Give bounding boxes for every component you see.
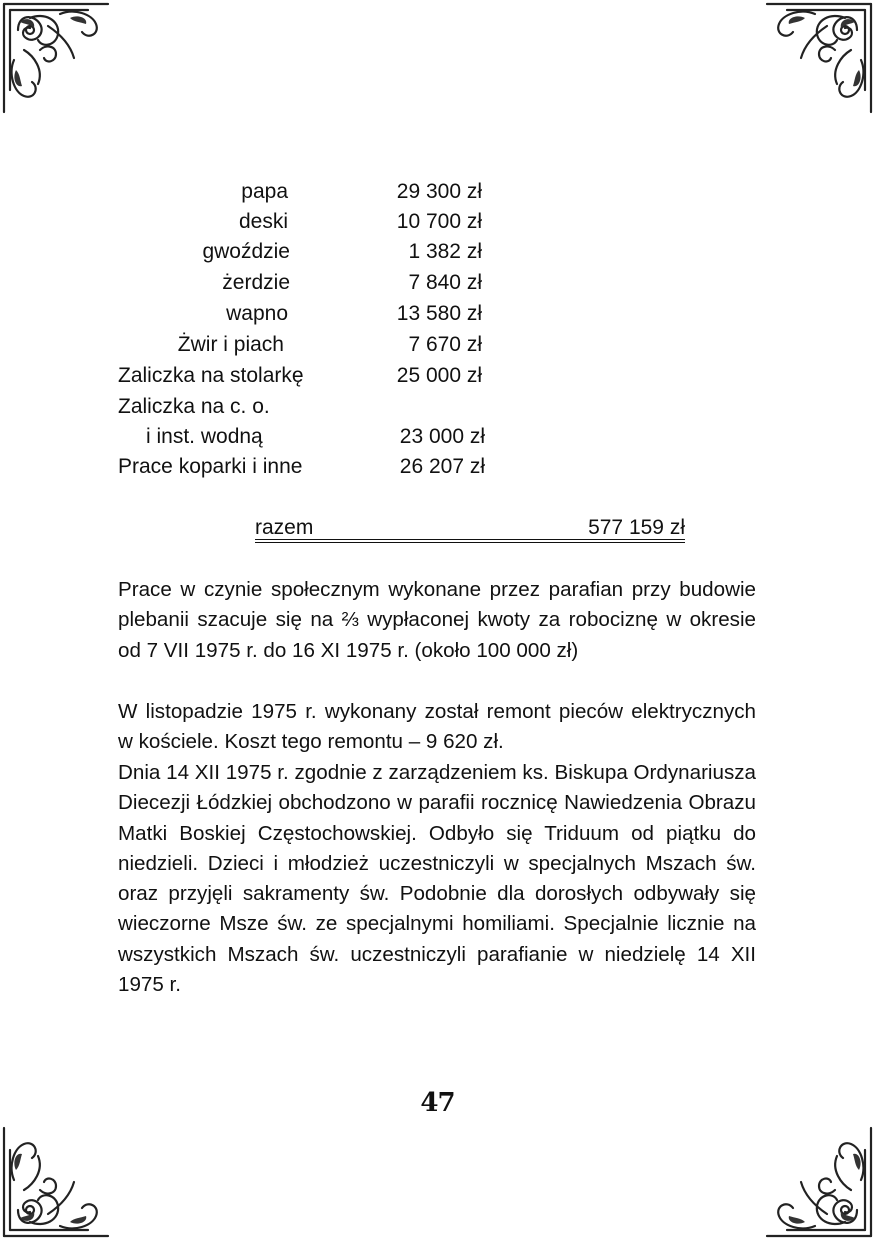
- total-underline: [255, 539, 685, 540]
- cost-row: [118, 392, 498, 422]
- cost-row: [118, 422, 498, 452]
- cost-amount: 23 000 zł: [399, 425, 485, 448]
- cost-amount: 1 382 zł: [408, 240, 482, 263]
- ornament-corner-bottom-right: [763, 1122, 875, 1240]
- cost-item: i inst. wodną: [146, 425, 263, 448]
- cost-item: wapno: [226, 302, 288, 325]
- ornament-corner-top-right: [763, 0, 875, 118]
- paragraph: Dnia 14 XII 1975 r. zgodnie z zarządzeniem ks. Biskupa Ordynariusza Diecezji Łódzkiej obchodzono w parafii rocznicę Nawiedzenia Obrazu Matki Boskiej Częstochowskiej. Odbyło się Triduum od piątku do niedzieli. Dzieci i młodzież uczestniczyli w specjalnych Mszach św. oraz przyjęli sakramenty św. Podobnie dla dorosłych odbywały się wieczorne Msze św. ze specjalnymi homiliami. Specjalnie licznie na wszystkich Mszach św. uczestniczyli parafianie w niedzielę 14 XII 1975 r.: [118, 761, 756, 997]
- cost-amount: 7 670 zł: [408, 333, 482, 356]
- cost-item: żerdzie: [222, 271, 290, 294]
- cost-item: Zaliczka na stolarkę: [118, 364, 304, 387]
- cost-amount: 25 000 zł: [396, 364, 482, 387]
- cost-amount: 13 580 zł: [396, 302, 482, 325]
- cost-item: Żwir i piach: [177, 333, 284, 356]
- paragraph: Prace w czynie społecznym wykonane przez parafian przy budowie plebanii szacuje się na ⅔ wypłaconej kwoty za robociznę w okresie od 7 VII 1975 r. do 16 XI 1975 r. (około 100 000 zł): [118, 578, 756, 662]
- ornament-corner-top-left: [0, 0, 112, 118]
- cost-row: [118, 177, 498, 207]
- cost-amount: 7 840 zł: [408, 271, 482, 294]
- cost-row: [118, 207, 498, 237]
- total-label: razem: [255, 516, 314, 539]
- cost-row: [118, 268, 498, 298]
- cost-item: Prace koparki i inne: [118, 455, 303, 478]
- cost-amount: 29 300 zł: [396, 180, 482, 203]
- page-number: 47: [420, 1088, 455, 1118]
- paragraph: W listopadzie 1975 r. wykonany został remont pieców elektrycznych w kościele. Koszt tego remontu – 9 620 zł.: [118, 700, 756, 754]
- cost-row: [118, 237, 498, 267]
- cost-item: deski: [238, 210, 288, 233]
- cost-row: [118, 361, 498, 391]
- cost-amount: 10 700 zł: [396, 210, 482, 233]
- ornament-corner-bottom-left: [0, 1122, 112, 1240]
- cost-item: papa: [241, 180, 288, 203]
- total-underline-double: [255, 542, 685, 543]
- cost-item: Zaliczka na c. o.: [118, 395, 270, 418]
- cost-row: [118, 452, 498, 482]
- total-value: 577 159 zł: [588, 516, 685, 539]
- cost-item: gwoździe: [202, 240, 290, 263]
- cost-amount: 26 207 zł: [399, 455, 485, 478]
- cost-row: [118, 299, 498, 329]
- cost-row: [118, 330, 498, 360]
